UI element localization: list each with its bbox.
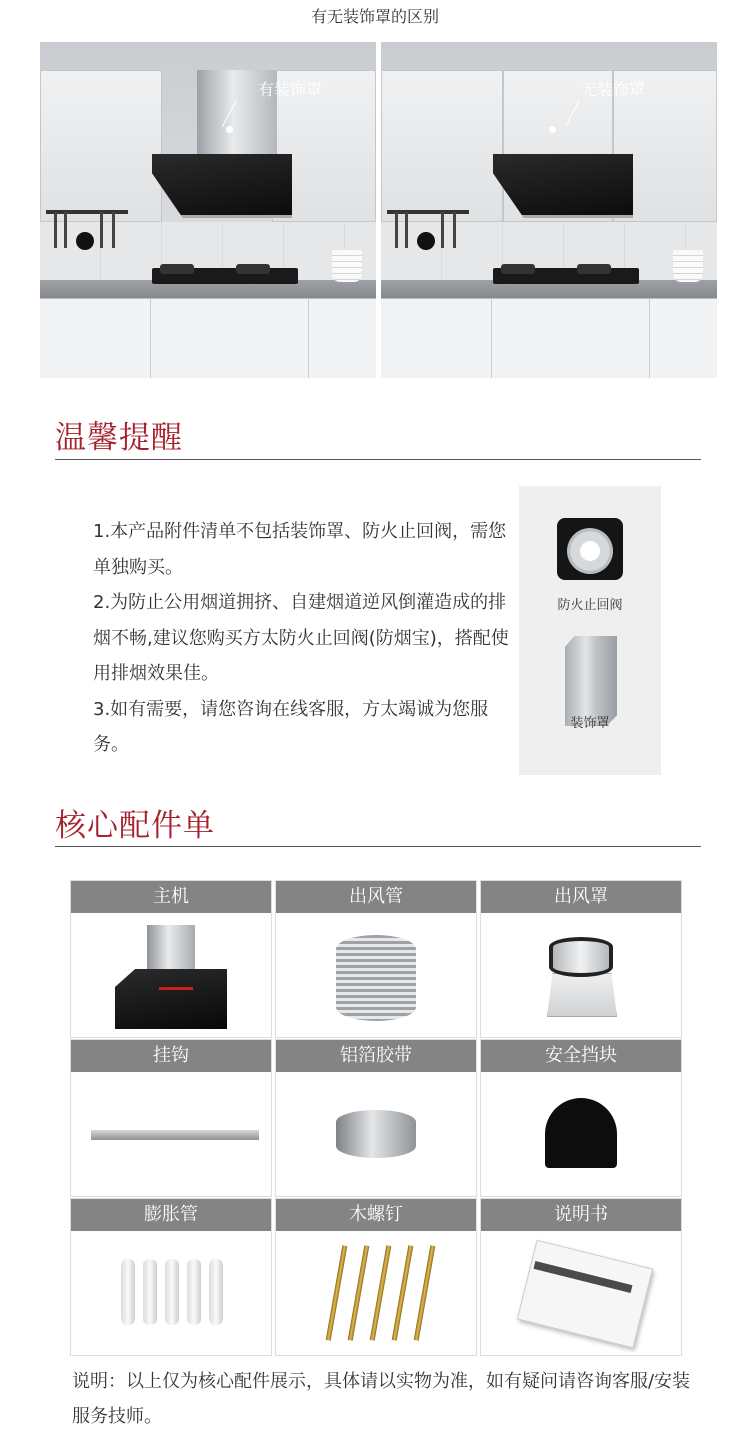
outlet-cover-icon <box>549 937 613 977</box>
foil-tape-icon <box>336 1110 416 1158</box>
accessory-card <box>480 880 682 1038</box>
decorative-cover-label: 装饰罩 <box>570 716 610 731</box>
reminder-note-2: 2.为防止公用烟道拥挤、自建烟道逆风倒灌造成的排烟不畅,建议您购买方太防火止回阀(防烟宝)，搭配使用排烟效果佳。 <box>93 592 509 684</box>
reminder-note-3: 3.如有需要，请您咨询在线客服，方太竭诚为您服务。 <box>93 698 489 755</box>
kitchen-photo-with-cover <box>40 42 376 378</box>
accessory-card <box>480 1198 682 1356</box>
kitchen-photo-without-cover <box>381 42 717 378</box>
reminder-note-1: 1.本产品附件清单不包括装饰罩、防火止回阀，需您单独购买。 <box>93 521 507 578</box>
accessories-title: 核心配件单 <box>55 808 215 844</box>
accessory-label: 安全挡块 <box>481 1040 681 1072</box>
exhaust-duct-icon <box>336 935 416 1021</box>
with-cover-label: 有装饰罩 <box>258 80 323 99</box>
accessory-card <box>70 1039 272 1197</box>
accessory-card <box>70 1198 272 1356</box>
callout-dot <box>549 126 556 133</box>
accessory-label: 出风管 <box>276 881 476 913</box>
reminder-notes <box>93 514 513 763</box>
section-divider <box>55 846 701 847</box>
hanging-bracket-icon <box>91 1130 259 1140</box>
accessory-label: 木螺钉 <box>276 1199 476 1231</box>
comparison-title: 有无装饰罩的区别 <box>310 7 439 26</box>
accessory-card <box>275 1198 477 1356</box>
check-valve-label: 防火止回阀 <box>557 598 623 613</box>
accessory-label: 挂钩 <box>71 1040 271 1072</box>
accessory-card <box>275 880 477 1038</box>
without-cover-label: 无装饰罩 <box>581 80 646 99</box>
optional-parts-panel <box>519 486 661 775</box>
reminder-title: 温馨提醒 <box>55 420 183 456</box>
manual-icon <box>517 1240 653 1349</box>
wood-screw-icon <box>276 1231 476 1355</box>
accessory-card <box>480 1039 682 1197</box>
accessory-card <box>275 1039 477 1197</box>
callout-dot <box>226 126 233 133</box>
safety-block-icon <box>545 1098 617 1168</box>
range-hood-icon <box>147 925 195 971</box>
section-divider <box>55 459 701 460</box>
wall-anchor-icon <box>71 1231 271 1355</box>
accessory-card <box>70 880 272 1038</box>
accessory-label: 说明书 <box>481 1199 681 1231</box>
footer-note: 说明：以上仅为核心配件展示，具体请以实物为准，如有疑问请咨询客服/安装服务技师。 <box>72 1371 691 1427</box>
accessory-label: 铝箔胶带 <box>276 1040 476 1072</box>
accessory-label: 出风罩 <box>481 881 681 913</box>
accessory-label: 主机 <box>71 881 271 913</box>
accessory-label: 膨胀管 <box>71 1199 271 1231</box>
